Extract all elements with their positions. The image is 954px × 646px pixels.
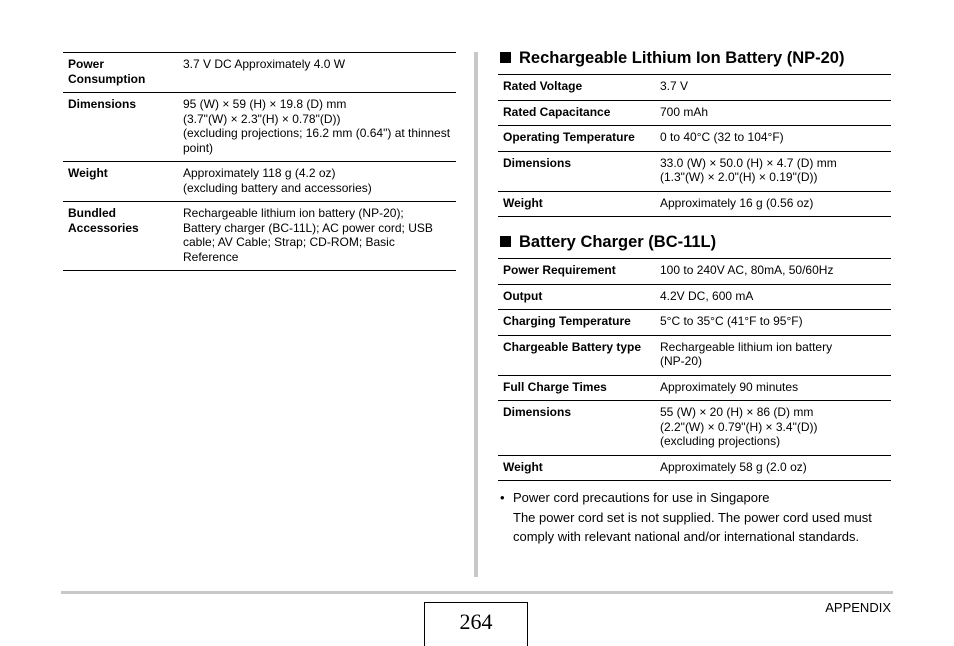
charger-specs-table: [498, 258, 891, 481]
spec-value: Approximately 118 g (4.2 oz) (excluding battery and accessories): [183, 166, 372, 195]
spec-value: Rechargeable lithium ion battery (NP-20); Battery charger (BC-11L); AC power cord; USB cable; AV Cable; Strap; CD-ROM; Basic Reference: [183, 206, 433, 264]
page-number: 264: [424, 602, 528, 646]
spec-value: 95 (W) × 59 (H) × 19.8 (D) mm (3.7"(W) × 2.3"(H) × 0.78"(D)) (excluding projections; 16.2 mm (0.64") at thinnest point): [183, 97, 451, 155]
spec-label: Rated Capacitance: [503, 104, 611, 119]
spec-label: Bundled Accessories: [68, 206, 139, 235]
spec-row: [498, 455, 891, 481]
power-cord-note: [498, 488, 891, 547]
note-heading: Power cord precautions for use in Singapore: [513, 490, 770, 505]
square-bullet-icon: [500, 236, 511, 247]
spec-row: [63, 53, 456, 93]
spec-label: Charging Temperature: [503, 314, 631, 328]
spec-value: 5°C to 35°C (41°F to 95°F): [660, 314, 803, 328]
spec-row: [498, 100, 891, 126]
note-body: The power cord set is not supplied. The power cord used must comply with relevant national and/or international standards.: [513, 509, 872, 544]
charger-title-text: Battery Charger (BC-11L): [519, 233, 717, 251]
charger-section-title: [498, 230, 891, 254]
footer-rule: [61, 591, 893, 594]
spec-label: Power Consumption: [68, 57, 146, 86]
spec-row: [498, 126, 891, 152]
battery-specs-table: [498, 74, 891, 217]
spec-value: Approximately 16 g (0.56 oz): [660, 195, 814, 210]
battery-section-title: [498, 46, 891, 70]
column-divider: [474, 52, 478, 577]
spec-row: [498, 310, 891, 336]
spec-label: Dimensions: [68, 97, 137, 111]
spec-label: Rated Voltage: [503, 79, 583, 93]
spec-value: 700 mAh: [660, 104, 709, 119]
spec-row: [498, 191, 891, 217]
battery-title-text: Rechargeable Lithium Ion Battery (NP-20): [519, 49, 845, 67]
spec-value: 100 to 240V AC, 80mA, 50/60Hz: [660, 263, 834, 277]
spec-row: [498, 284, 891, 310]
spec-label: Dimensions: [503, 405, 572, 419]
spec-label: Full Charge Times: [503, 379, 607, 394]
spec-row: [498, 151, 891, 191]
spec-value: 0 to 40°C (32 to 104°F): [660, 130, 784, 144]
spec-row: [498, 375, 891, 401]
spec-label: Power Requirement: [503, 263, 616, 277]
main-specs: [63, 52, 456, 271]
spec-row: [63, 93, 456, 162]
square-bullet-icon: [500, 52, 511, 63]
spec-label: Weight: [503, 459, 543, 474]
spec-value: 4.2V DC, 600 mA: [660, 288, 754, 303]
spec-row: [498, 335, 891, 375]
spec-label: Weight: [68, 166, 108, 180]
spec-row: [63, 162, 456, 202]
spec-label: Operating Temperature: [503, 130, 635, 144]
spec-row: [498, 75, 891, 101]
spec-value: Rechargeable lithium ion battery (NP-20): [660, 339, 833, 368]
spec-label: Dimensions: [503, 155, 572, 170]
spec-row: [498, 401, 891, 456]
bullet-icon: •: [500, 490, 505, 505]
spec-value: 3.7 V DC Approximately 4.0 W: [183, 57, 346, 71]
accessory-specs: [498, 46, 891, 547]
main-specs-table: [63, 52, 456, 271]
spec-value: 3.7 V: [660, 79, 689, 93]
section-label: APPENDIX: [825, 600, 891, 615]
spec-label: Chargeable Battery type: [503, 339, 642, 354]
spec-value: Approximately 90 minutes: [660, 379, 799, 394]
spec-row: [498, 259, 891, 285]
spec-value: 55 (W) × 20 (H) × 86 (D) mm (2.2"(W) × 0.79"(H) × 3.4"(D)) (excluding projections): [660, 405, 818, 448]
spec-label: Output: [503, 288, 543, 303]
spec-label: Weight: [503, 195, 543, 210]
spec-value: Approximately 58 g (2.0 oz): [660, 459, 807, 474]
spec-value: 33.0 (W) × 50.0 (H) × 4.7 (D) mm (1.3"(W) × 2.0"(H) × 0.19"(D)): [660, 155, 837, 184]
spec-row: [63, 202, 456, 271]
